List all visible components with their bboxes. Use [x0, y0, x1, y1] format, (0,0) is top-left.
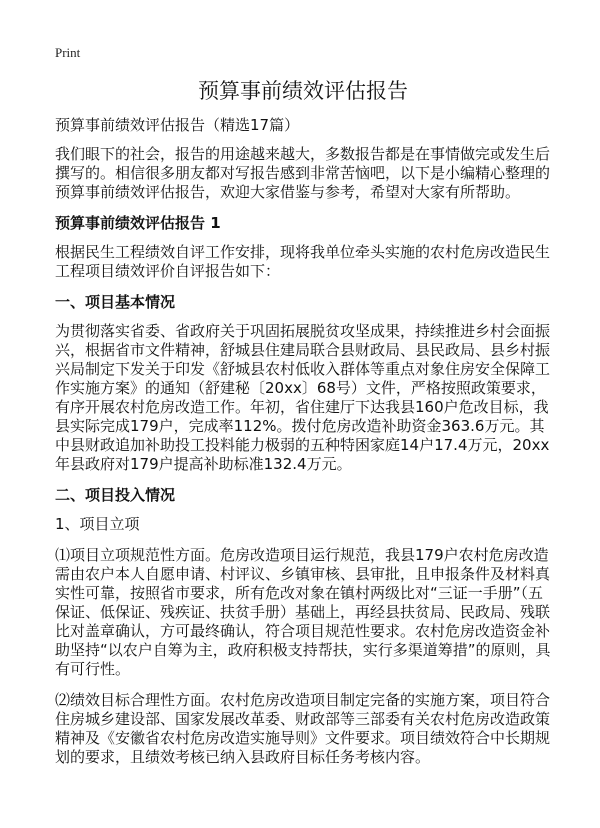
intro-paragraph: 我们眼下的社会，报告的用途越来越大，多数报告都是在事情做完或发生后撰写的。相信很多朋友都对写报告感到非常苦恼吧，以下是小编精心整理的预算事前绩效评估报告，欢迎大家借鉴与参考，希望对大家有所帮助。 — [55, 145, 551, 201]
section-heading: 预算事前绩效评估报告 1 — [55, 214, 221, 232]
subtitle: 预算事前绩效评估报告（精选17篇） — [55, 116, 300, 134]
paragraph-2: ⑵绩效目标合理性方面。农村危房改造项目制定完备的实施方案，项目符合住房城乡建设部、国家发展改革委、财政部等三部委有关农村危房改造政策精神及《安徽省农村危房改造实施导则》文件要求。项目绩效符合中长期规划的要求，且绩效考核已纳入县政府目标任务考核内容。 — [55, 691, 551, 766]
heading-basic-info: 一、项目基本情况 — [55, 293, 176, 311]
sub-heading: 1、项目立项 — [55, 515, 140, 533]
section-intro-paragraph: 根据民生工程绩效自评工作安排，现将我单位牵头实施的农村危房改造民生工程项目绩效评价自评报告如下： — [55, 243, 551, 280]
basic-info-paragraph: 为贯彻落实省委、省政府关于巩固拓展脱贫攻坚成果，持续推进乡村会面振兴，根据省市文件精神，舒城县住建局联合县财政局、县民政局、县乡村振兴局制定下发关于印发《舒城县农村低收入群体等重点对象住房安全保障工作实施方案》的通知（舒建秘〔20xx〕68号）文件，严格按照政策要求，有序开展农村危房改造工作。年初，省住建厅下达我县160户危改目标，我县实际完成179户，完成率112%。拨付危房改造补助资金363.6万元。其中县财政追加补助投工投料能力极弱的五种特困家庭14户17.4万元，20xx年县政府对179户提高补助标准132.4万元。 — [55, 322, 551, 473]
paragraph-1: ⑴项目立项规范性方面。危房改造项目运行规范，我县179户农村危房改造需由农户本人自愿申请、村评议、乡镇审核、县审批，且申报条件及材料真实性可靠，按照省市要求，所有危改对象在镇村两级比对“三证一手册”（五保证、低保证、残疾证、扶贫手册）基础上，再经县扶贫局、民政局、残联比对盖章确认，方可最终确认，符合项目规范性要求。农村危房改造资金补助坚持“以农户自筹为主，政府积极支持帮扶，实行多渠道筹措”的原则，具有可行性。 — [55, 546, 551, 678]
page-title: 预算事前绩效评估报告 — [198, 79, 408, 103]
print-link[interactable]: Print — [55, 45, 81, 60]
heading-input: 二、项目投入情况 — [55, 486, 176, 504]
